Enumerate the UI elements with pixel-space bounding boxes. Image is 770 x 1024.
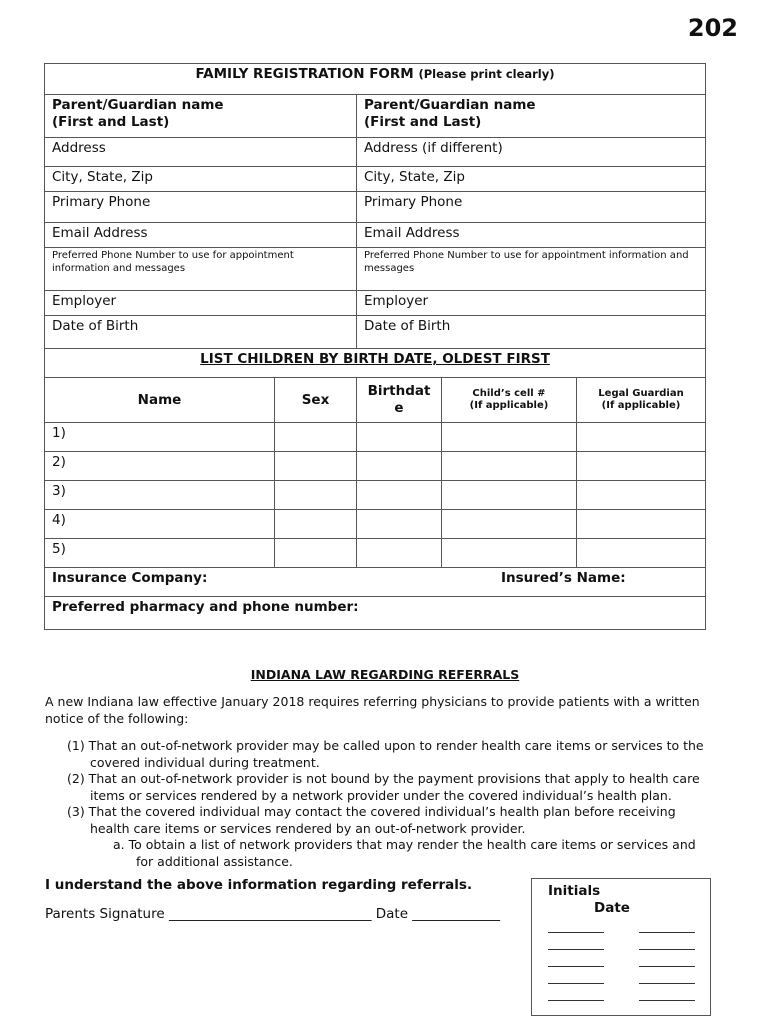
date-label: Date [594,900,630,916]
phone-field-2[interactable] [357,192,706,223]
child-cell-cell[interactable] [442,452,577,481]
address-label-2: Address (if different) [364,140,503,156]
child-sex-cell[interactable] [275,452,357,481]
initials-blank[interactable] [548,966,604,967]
law-item: (1) That an out-of-network provider may be called upon to render health care items or services to the covered individual during treatment. [67,738,704,770]
insured-name-label: Insured’s Name: [501,570,626,586]
email-field-2[interactable] [357,223,706,248]
employer-label-2: Employer [364,293,429,309]
child-name-cell[interactable] [45,423,275,452]
row-number: 1) [52,425,66,441]
child-cell-cell[interactable] [442,481,577,510]
guardian-name-field-2[interactable] [357,95,706,138]
child-sex-cell[interactable] [275,510,357,539]
pharmacy-field[interactable] [45,597,706,630]
child-guardian-cell[interactable] [577,423,706,452]
employer-label-1: Employer [52,293,117,309]
email-label-1: Email Address [52,225,148,241]
row-number: 3) [52,483,66,499]
child-row [45,452,706,481]
children-heading: LIST CHILDREN BY BIRTH DATE, OLDEST FIRST [45,349,706,378]
col-cell-line2: (If applicable) [469,400,549,411]
date-blank[interactable] [639,949,695,950]
address-field-2[interactable] [357,138,706,167]
dob-field-2[interactable] [357,316,706,349]
law-item: (2) That an out-of-network provider is not bound by the payment provisions that apply to health care items or services rendered by a network provider under the covered individual’s health plan. [67,771,700,803]
child-sex-cell[interactable] [275,539,357,568]
child-guardian-cell[interactable] [577,510,706,539]
child-cell-cell[interactable] [442,539,577,568]
signature-line[interactable]: Parents Signature ______________________________ Date _____________ [45,906,501,922]
col-guardian-header [577,378,706,423]
col-birthdate-header [357,378,442,423]
child-name-cell[interactable] [45,539,275,568]
child-birthdate-cell[interactable] [357,423,442,452]
guardian-name-field-1[interactable] [45,95,357,138]
form-title-text: FAMILY REGISTRATION FORM [195,66,414,82]
preferred-phone-field-1[interactable] [45,248,357,291]
date-blank[interactable] [639,1000,695,1001]
insurance-field[interactable] [45,568,706,597]
col-birthdate-line1: Birthdat [367,383,431,399]
child-birthdate-cell[interactable] [357,481,442,510]
phone-field-1[interactable] [45,192,357,223]
child-row [45,423,706,452]
city-field-2[interactable] [357,167,706,192]
row-number: 4) [52,512,66,528]
form-title-note: (Please print clearly) [418,67,555,81]
col-sex-header: Sex [275,378,357,423]
dob-label-2: Date of Birth [364,318,451,334]
law-subitem: a. To obtain a list of network providers that may render the health care items or services and for additional assistance. [113,837,696,869]
guardian-name-label-2: Parent/Guardian name [364,97,536,113]
child-name-cell[interactable] [45,452,275,481]
date-blank[interactable] [639,966,695,967]
guardian-name-sublabel-1: (First and Last) [52,114,170,130]
child-row [45,481,706,510]
dob-field-1[interactable] [45,316,357,349]
initials-blank[interactable] [548,932,604,933]
insurance-label: Insurance Company: [52,570,208,586]
col-name-header: Name [45,378,275,423]
col-cell-header [442,378,577,423]
child-guardian-cell[interactable] [577,452,706,481]
law-intro: A new Indiana law effective January 2018 requires referring physicians to provide patients with a written notice of the following: [45,694,700,726]
child-name-cell[interactable] [45,510,275,539]
address-field-1[interactable] [45,138,357,167]
preferred-phone-label-2: Preferred Phone Number to use for appointment information and messages [364,250,689,274]
child-row [45,539,706,568]
child-sex-cell[interactable] [275,423,357,452]
dob-label-1: Date of Birth [52,318,139,334]
law-list [45,738,715,870]
child-name-cell[interactable] [45,481,275,510]
child-birthdate-cell[interactable] [357,539,442,568]
child-row [45,510,706,539]
preferred-phone-label-1: Preferred Phone Number to use for appointment information and messages [52,250,294,274]
child-guardian-cell[interactable] [577,481,706,510]
date-blank[interactable] [639,983,695,984]
form-title [45,64,706,95]
family-registration-form [44,63,706,630]
city-field-1[interactable] [45,167,357,192]
col-guardian-line2: (If applicable) [601,400,681,411]
col-birthdate-line2: e [394,400,404,416]
guardian-name-sublabel-2: (First and Last) [364,114,482,130]
city-label-2: City, State, Zip [364,169,465,185]
email-label-2: Email Address [364,225,460,241]
child-cell-cell[interactable] [442,510,577,539]
initials-blank[interactable] [548,1000,604,1001]
guardian-name-label-1: Parent/Guardian name [52,97,224,113]
child-guardian-cell[interactable] [577,539,706,568]
address-label-1: Address [52,140,106,156]
initials-blank[interactable] [548,983,604,984]
law-heading: INDIANA LAW REGARDING REFERRALS [250,667,520,682]
child-sex-cell[interactable] [275,481,357,510]
employer-field-1[interactable] [45,291,357,316]
phone-label-1: Primary Phone [52,194,151,210]
acknowledgement-statement: I understand the above information regarding referrals. [45,877,473,893]
city-label-1: City, State, Zip [52,169,153,185]
pharmacy-label: Preferred pharmacy and phone number: [52,599,359,615]
preferred-phone-field-2[interactable] [357,248,706,291]
employer-field-2[interactable] [357,291,706,316]
initials-blank[interactable] [548,949,604,950]
child-birthdate-cell[interactable] [357,452,442,481]
law-item: (3) That the covered individual may contact the covered individual’s health plan before receiving health care items or services rendered by an out-of-network provider. [67,804,676,836]
child-cell-cell[interactable] [442,423,577,452]
initials-label: Initials [548,883,601,899]
col-guardian-line1: Legal Guardian [598,388,684,399]
date-blank[interactable] [639,932,695,933]
col-cell-line1: Child’s cell # [472,388,546,399]
phone-label-2: Primary Phone [364,194,463,210]
page-number: 202 [687,14,738,42]
row-number: 5) [52,541,66,557]
child-birthdate-cell[interactable] [357,510,442,539]
initials-box [531,878,711,1016]
row-number: 2) [52,454,66,470]
email-field-1[interactable] [45,223,357,248]
